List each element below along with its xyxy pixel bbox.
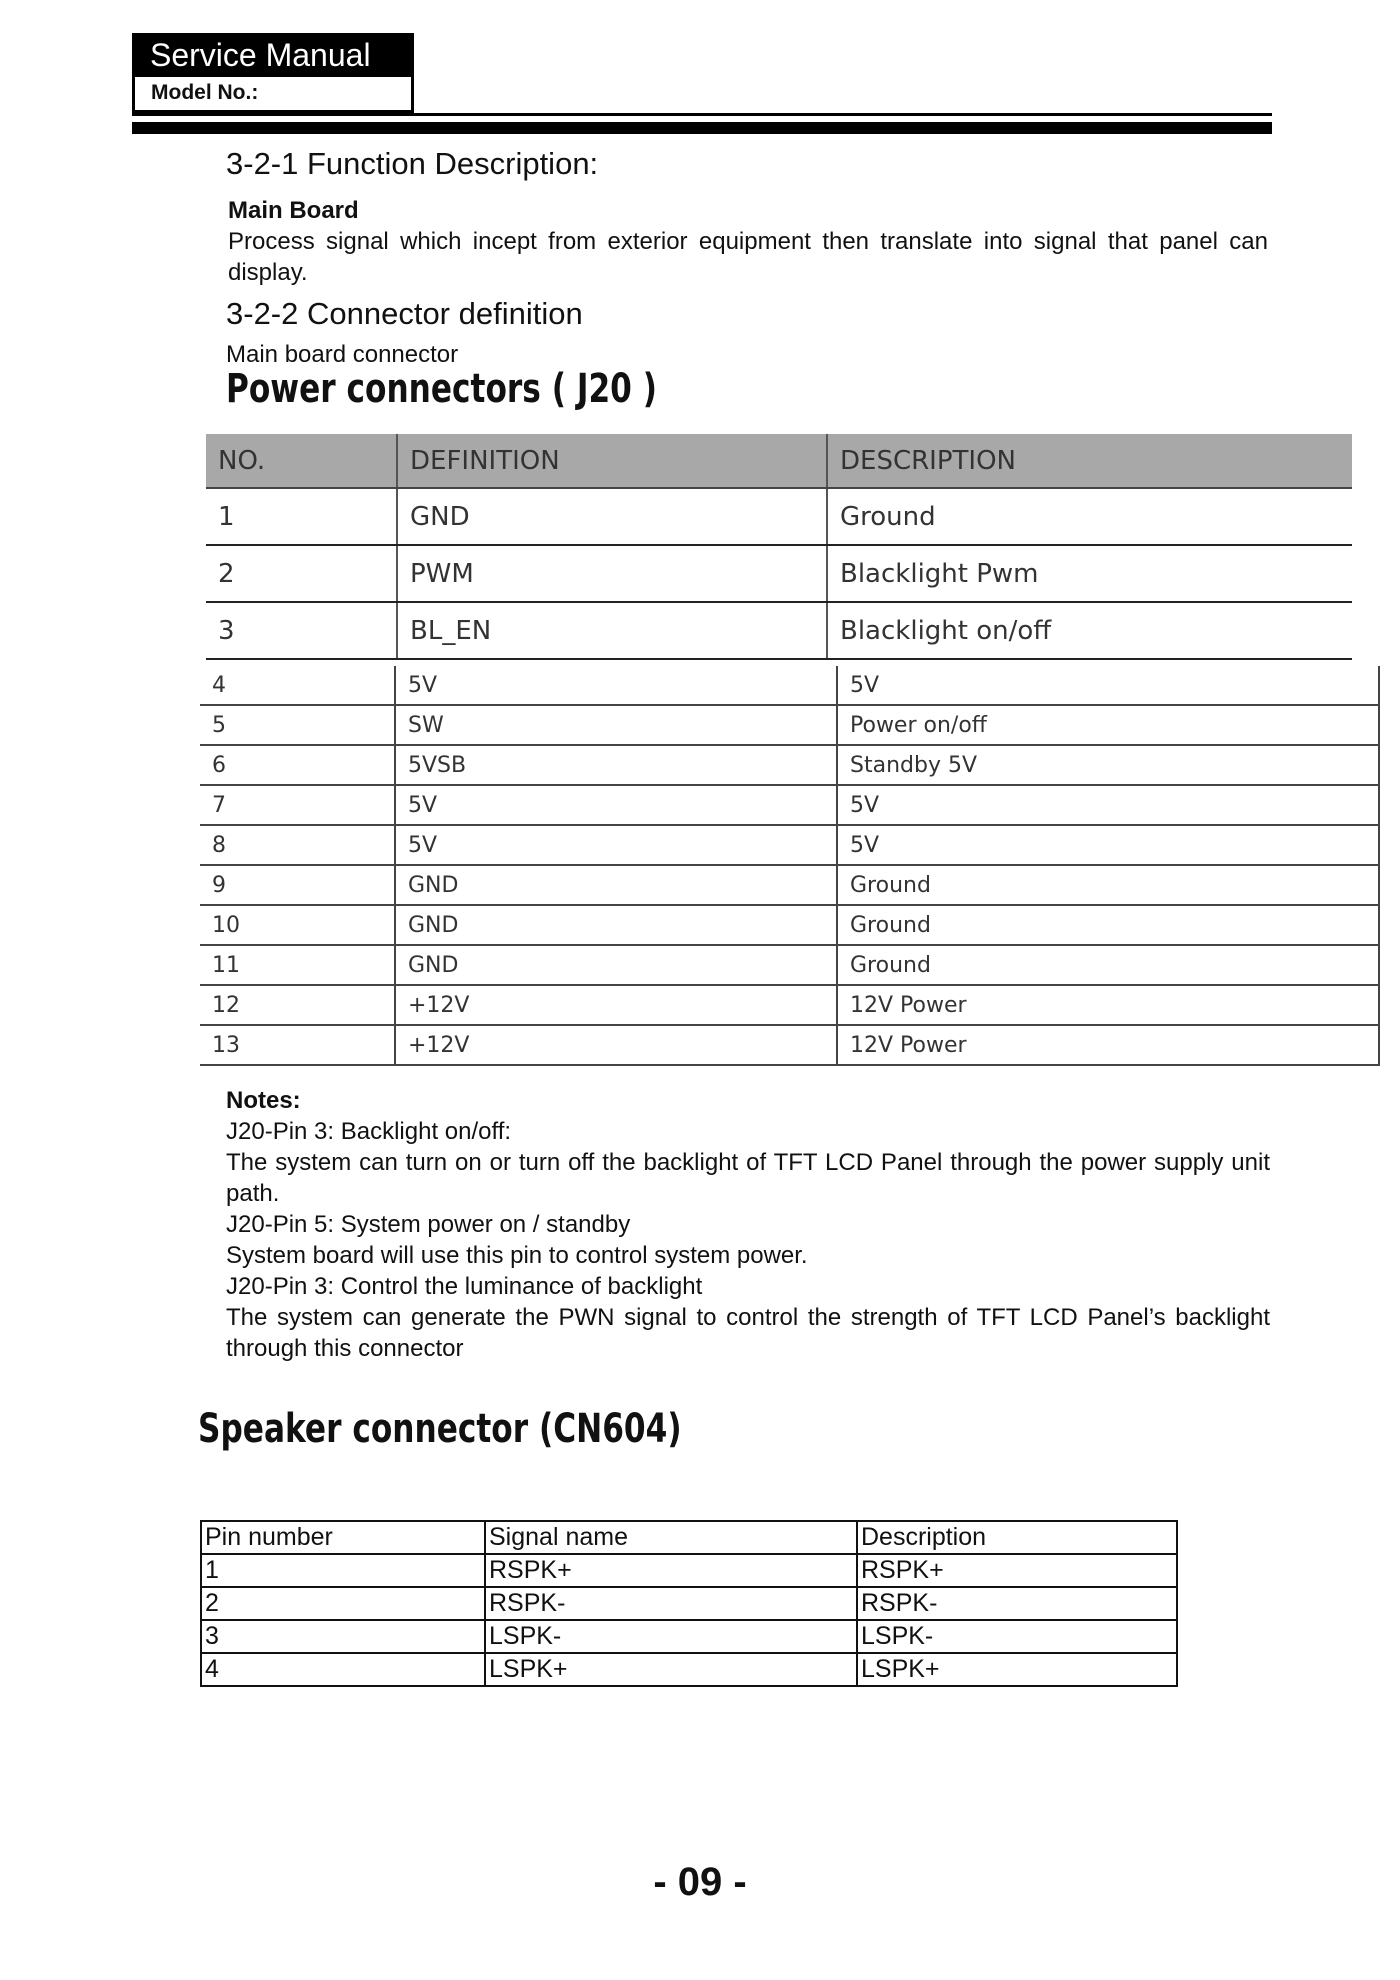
header-cell: Description <box>857 1521 1177 1554</box>
power-connector-table-bottom <box>200 666 1380 1066</box>
table-row <box>200 945 1379 985</box>
table-cell: 1 <box>201 1554 485 1587</box>
table-cell: 3 <box>201 1620 485 1653</box>
table-cell: RSPK- <box>857 1587 1177 1620</box>
table-cell: RSPK+ <box>857 1554 1177 1587</box>
power-connector-table-top <box>206 434 1352 660</box>
table-row <box>200 865 1379 905</box>
table-cell: 7 <box>200 785 395 825</box>
header-rule-thin <box>132 113 1272 116</box>
note-line: System board will use this pin to control system power. <box>226 1242 808 1269</box>
table-cell: Power on/off <box>837 705 1379 745</box>
header-cell: DESCRIPTION <box>827 434 1352 488</box>
table-row <box>206 545 1352 602</box>
header-cell: NO. <box>206 434 397 488</box>
table-cell: Ground <box>837 945 1379 985</box>
table-cell: Standby 5V <box>837 745 1379 785</box>
table-cell: PWM <box>397 545 827 602</box>
table-cell: 8 <box>200 825 395 865</box>
main-board-description: Process signal which incept from exterior equipment then translate into signal that panel can display. <box>228 228 1268 286</box>
table-cell: 11 <box>200 945 395 985</box>
table-cell: LSPK+ <box>857 1653 1177 1686</box>
table-cell: 5V <box>837 785 1379 825</box>
note-line: J20-Pin 3: Control the luminance of backlight <box>226 1273 703 1300</box>
table-cell: +12V <box>395 1025 837 1065</box>
note-line: The system can turn on or turn off the backlight of TFT LCD Panel through the power supply unit path. <box>226 1149 1270 1207</box>
table-row <box>200 905 1379 945</box>
main-board-connector-label: Main board connector <box>226 341 459 368</box>
table-cell: 13 <box>200 1025 395 1065</box>
table-row <box>201 1587 1177 1620</box>
table-header-row <box>201 1521 1177 1554</box>
table-row <box>201 1653 1177 1686</box>
table-cell: 5 <box>200 705 395 745</box>
table-cell: Ground <box>837 865 1379 905</box>
speaker-connector-title: Speaker connector (CN604) <box>198 1406 682 1452</box>
header-cell: Signal name <box>485 1521 857 1554</box>
table-row <box>200 785 1379 825</box>
table-cell: 5V <box>395 825 837 865</box>
table-cell: Blacklight Pwm <box>827 545 1352 602</box>
note-line: J20-Pin 3: Backlight on/off: <box>226 1118 512 1145</box>
table-cell: Blacklight on/off <box>827 602 1352 659</box>
table-cell: LSPK+ <box>485 1653 857 1686</box>
section-heading-connector: 3-2-2 Connector definition <box>226 296 583 331</box>
table-header-row <box>206 434 1352 488</box>
table-cell: GND <box>395 905 837 945</box>
table-cell: 12V Power <box>837 1025 1379 1065</box>
header-rule-thick <box>132 122 1272 134</box>
table-cell: 5V <box>837 666 1379 705</box>
table-cell: 6 <box>200 745 395 785</box>
table-cell: 5V <box>837 825 1379 865</box>
table-row <box>201 1620 1177 1653</box>
notes-title: Notes: <box>226 1087 301 1114</box>
model-number-label: Model No.: <box>132 77 414 113</box>
table-cell: 12V Power <box>837 985 1379 1025</box>
table-cell: 9 <box>200 865 395 905</box>
table-cell: Ground <box>827 488 1352 545</box>
table-cell: 5VSB <box>395 745 837 785</box>
table-cell: GND <box>395 945 837 985</box>
table-cell: 1 <box>206 488 397 545</box>
table-cell: GND <box>397 488 827 545</box>
table-cell: LSPK- <box>485 1620 857 1653</box>
table-row <box>200 825 1379 865</box>
table-row <box>201 1554 1177 1587</box>
table-cell: 12 <box>200 985 395 1025</box>
speaker-connector-table <box>200 1520 1178 1687</box>
table-cell: 4 <box>201 1653 485 1686</box>
note-line: The system can generate the PWN signal to control the strength of TFT LCD Panel’s backlight through this connector <box>226 1304 1270 1362</box>
table-row <box>200 985 1379 1025</box>
power-connector-title: Power connectors ( J20 ) <box>226 366 657 412</box>
table-row <box>200 666 1379 705</box>
page-number: - 09 - <box>653 1860 747 1904</box>
header-cell: DEFINITION <box>397 434 827 488</box>
table-cell: 2 <box>206 545 397 602</box>
table-cell: RSPK+ <box>485 1554 857 1587</box>
table-row <box>206 602 1352 659</box>
table-cell: GND <box>395 865 837 905</box>
table-cell: LSPK- <box>857 1620 1177 1653</box>
table-cell: +12V <box>395 985 837 1025</box>
table-cell: 4 <box>200 666 395 705</box>
table-cell: SW <box>395 705 837 745</box>
manual-title: Service Manual <box>132 33 414 77</box>
main-board-label: Main Board <box>228 197 359 224</box>
table-cell: BL_EN <box>397 602 827 659</box>
table-cell: Ground <box>837 905 1379 945</box>
table-row <box>200 745 1379 785</box>
table-row <box>200 705 1379 745</box>
table-cell: 5V <box>395 666 837 705</box>
table-cell: 3 <box>206 602 397 659</box>
header-cell: Pin number <box>201 1521 485 1554</box>
table-cell: 5V <box>395 785 837 825</box>
note-line: J20-Pin 5: System power on / standby <box>226 1211 631 1238</box>
table-cell: 10 <box>200 905 395 945</box>
table-cell: 2 <box>201 1587 485 1620</box>
notes-body <box>226 1116 1270 1364</box>
section-heading-function: 3-2-1 Function Description: <box>226 146 599 181</box>
table-cell: RSPK- <box>485 1587 857 1620</box>
table-row <box>206 488 1352 545</box>
table-row <box>200 1025 1379 1065</box>
